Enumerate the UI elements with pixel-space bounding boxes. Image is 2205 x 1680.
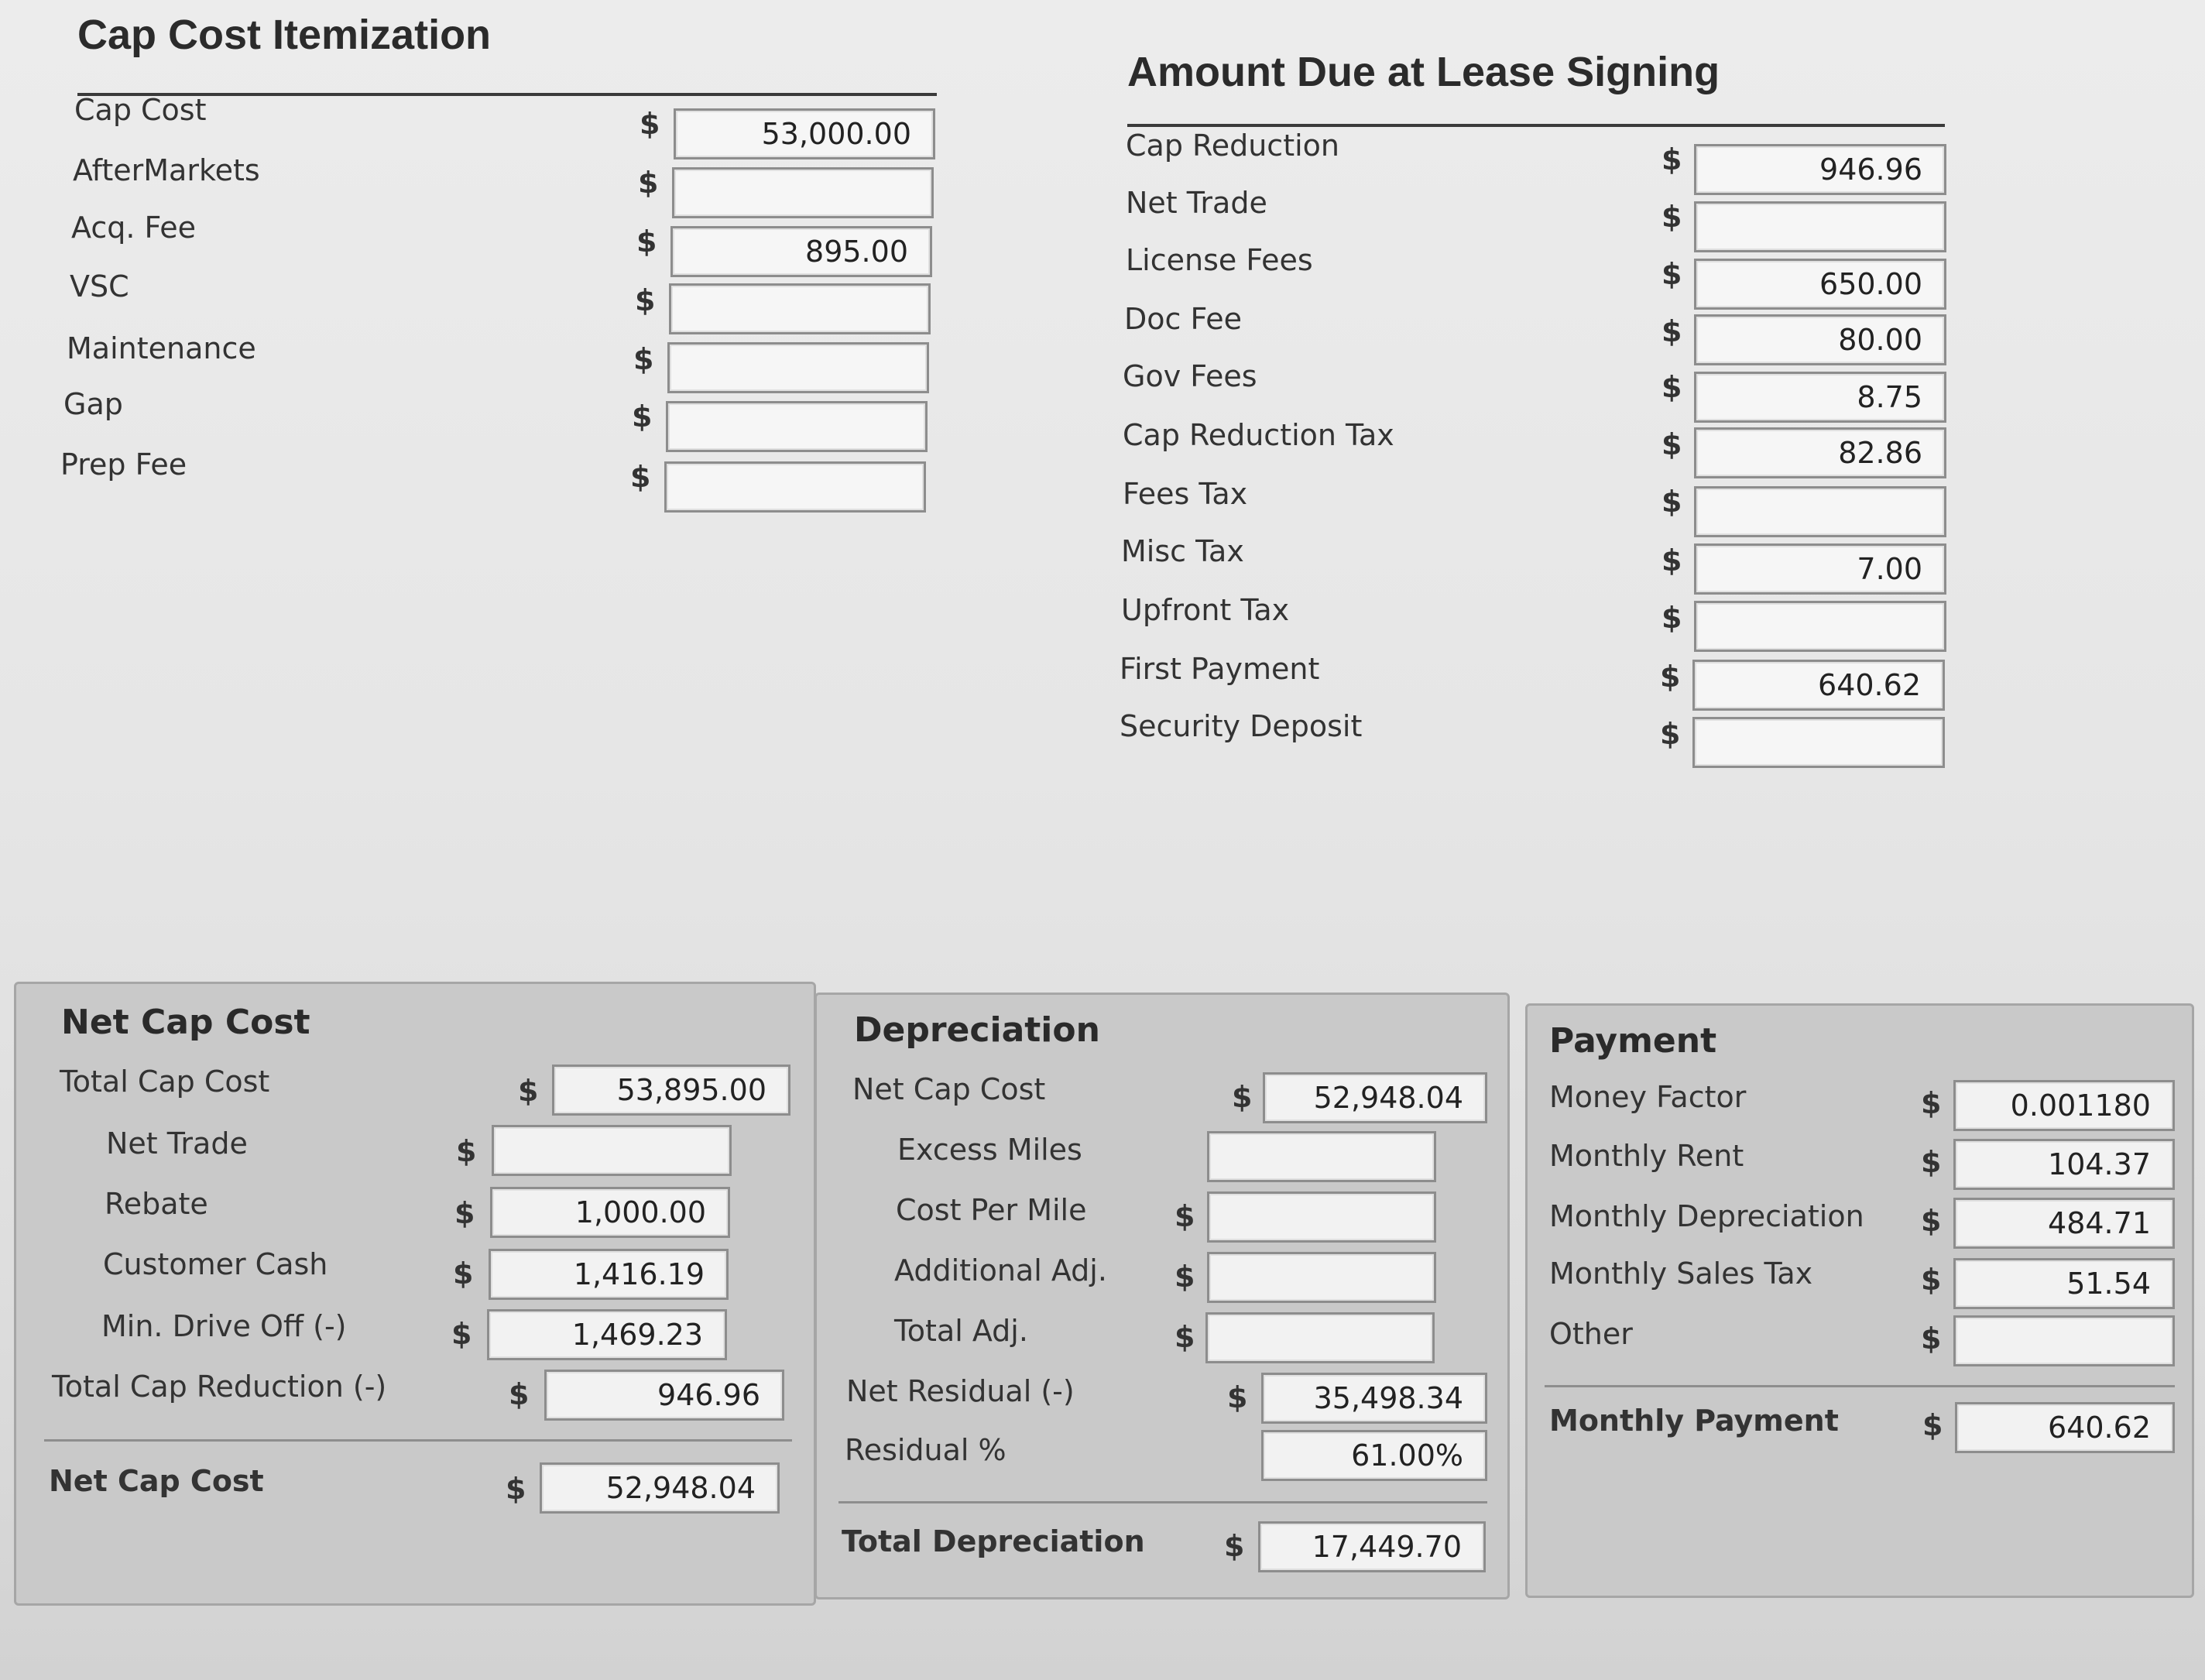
prep-fee-field[interactable] <box>664 461 926 513</box>
total-depreciation-dollar: $ <box>1224 1529 1245 1563</box>
prep-fee-dollar: $ <box>630 460 651 494</box>
monthly-payment-label: Monthly Payment <box>1549 1404 1839 1438</box>
depreciation-panel-title: Depreciation <box>854 1010 1100 1050</box>
cap-cost-field[interactable]: 53,000.00 <box>674 108 935 159</box>
aftermarkets-label: AfterMarkets <box>73 153 260 187</box>
vsc-dollar: $ <box>635 283 656 317</box>
gov-fees-dollar: $ <box>1661 370 1682 404</box>
cap-reduction-label: Cap Reduction <box>1126 129 1339 163</box>
monthly-depreciation-dollar: $ <box>1921 1204 1942 1238</box>
vsc-field[interactable] <box>669 283 931 334</box>
payment-panel <box>1525 1003 2194 1598</box>
doc-fee-field[interactable]: 80.00 <box>1694 314 1946 365</box>
additional-adj-dollar: $ <box>1175 1260 1195 1294</box>
monthly-sales-tax-dollar: $ <box>1921 1263 1942 1297</box>
net-cap-cost-total-label: Net Cap Cost <box>49 1464 264 1498</box>
doc-fee-dollar: $ <box>1661 314 1682 348</box>
monthly-payment-field[interactable]: 640.62 <box>1955 1402 2175 1453</box>
net-trade-panel-dollar: $ <box>456 1134 477 1168</box>
total-adj-label: Total Adj. <box>894 1314 1028 1348</box>
cap-reduction-dollar: $ <box>1661 142 1682 177</box>
misc-tax-label: Misc Tax <box>1121 534 1244 568</box>
misc-tax-field[interactable]: 7.00 <box>1694 543 1946 595</box>
excess-miles-label: Excess Miles <box>897 1133 1082 1167</box>
min-drive-off-label: Min. Drive Off (-) <box>101 1309 347 1343</box>
monthly-depreciation-field[interactable]: 484.71 <box>1953 1198 2175 1249</box>
total-cap-cost-dollar: $ <box>518 1074 539 1108</box>
rebate-dollar: $ <box>454 1196 475 1230</box>
cap-cost-label: Cap Cost <box>74 93 207 127</box>
cap-reduction-field[interactable]: 946.96 <box>1694 144 1946 195</box>
security-deposit-field[interactable] <box>1692 717 1945 768</box>
total-cap-reduction-dollar: $ <box>509 1377 530 1411</box>
monthly-rent-dollar: $ <box>1921 1145 1942 1179</box>
customer-cash-label: Customer Cash <box>103 1247 328 1281</box>
fees-tax-field[interactable] <box>1694 486 1946 537</box>
min-drive-off-dollar: $ <box>451 1317 472 1351</box>
other-label: Other <box>1549 1317 1633 1351</box>
total-cap-reduction-label: Total Cap Reduction (-) <box>52 1370 387 1404</box>
net-residual-label: Net Residual (-) <box>846 1374 1075 1408</box>
monthly-sales-tax-field[interactable]: 51.54 <box>1953 1258 2175 1309</box>
cap-reduction-tax-dollar: $ <box>1661 427 1682 461</box>
monthly-rent-field[interactable]: 104.37 <box>1953 1139 2175 1190</box>
upfront-tax-label: Upfront Tax <box>1121 593 1290 627</box>
cap-cost-itemization-title: Cap Cost Itemization <box>77 12 492 58</box>
gap-label: Gap <box>63 387 123 421</box>
gap-field[interactable] <box>666 401 928 452</box>
residual-pct-label: Residual % <box>845 1433 1006 1467</box>
acq-fee-dollar: $ <box>636 225 657 259</box>
additional-adj-field[interactable] <box>1207 1252 1436 1303</box>
first-payment-field[interactable]: 640.62 <box>1692 660 1945 711</box>
fees-tax-label: Fees Tax <box>1123 477 1248 511</box>
amount-due-title: Amount Due at Lease Signing <box>1127 49 1720 95</box>
net-residual-dollar: $ <box>1227 1380 1248 1414</box>
depreciation-divider <box>838 1501 1487 1503</box>
money-factor-dollar: $ <box>1921 1086 1942 1120</box>
cost-per-mile-field[interactable] <box>1207 1191 1436 1243</box>
dep-net-cap-cost-dollar: $ <box>1232 1080 1253 1114</box>
other-field[interactable] <box>1953 1315 2175 1366</box>
net-residual-field[interactable]: 35,498.34 <box>1261 1373 1487 1424</box>
cap-cost-title-rule <box>77 93 937 96</box>
fees-tax-dollar: $ <box>1661 485 1682 519</box>
dep-net-cap-cost-field[interactable]: 52,948.04 <box>1263 1072 1487 1123</box>
vsc-label: VSC <box>70 269 129 303</box>
cap-reduction-tax-label: Cap Reduction Tax <box>1123 418 1394 452</box>
monthly-depreciation-label: Monthly Depreciation <box>1549 1199 1864 1233</box>
maintenance-dollar: $ <box>633 342 654 376</box>
total-cap-reduction-field[interactable]: 946.96 <box>544 1370 784 1421</box>
net-cap-cost-divider <box>44 1439 792 1442</box>
license-fees-label: License Fees <box>1126 243 1313 277</box>
total-depreciation-field[interactable]: 17,449.70 <box>1258 1521 1486 1572</box>
net-trade-panel-label: Net Trade <box>106 1126 248 1161</box>
doc-fee-label: Doc Fee <box>1124 302 1243 336</box>
acq-fee-label: Acq. Fee <box>71 211 197 245</box>
gov-fees-label: Gov Fees <box>1123 359 1257 393</box>
excess-miles-field[interactable] <box>1207 1131 1436 1182</box>
payment-panel-title: Payment <box>1549 1021 1717 1061</box>
rebate-label: Rebate <box>105 1187 208 1221</box>
license-fees-dollar: $ <box>1661 257 1682 291</box>
cap-cost-dollar: $ <box>640 107 660 141</box>
other-dollar: $ <box>1921 1322 1942 1356</box>
net-cap-cost-total-field[interactable]: 52,948.04 <box>540 1462 780 1514</box>
net-cap-cost-panel-title: Net Cap Cost <box>61 1003 310 1042</box>
cost-per-mile-dollar: $ <box>1175 1199 1195 1233</box>
misc-tax-dollar: $ <box>1661 543 1682 578</box>
customer-cash-dollar: $ <box>453 1257 474 1291</box>
monthly-sales-tax-label: Monthly Sales Tax <box>1549 1257 1813 1291</box>
security-deposit-label: Security Deposit <box>1120 709 1363 743</box>
min-drive-off-field[interactable]: 1,469.23 <box>487 1309 727 1360</box>
monthly-payment-dollar: $ <box>1922 1408 1943 1442</box>
net-cap-cost-total-dollar: $ <box>506 1472 526 1506</box>
total-depreciation-label: Total Depreciation <box>842 1524 1145 1558</box>
depreciation-panel <box>814 993 1510 1599</box>
net-trade-label: Net Trade <box>1126 186 1267 220</box>
customer-cash-field[interactable]: 1,416.19 <box>489 1249 729 1300</box>
total-adj-dollar: $ <box>1175 1320 1195 1354</box>
amount-due-title-rule <box>1127 124 1945 127</box>
prep-fee-label: Prep Fee <box>60 447 187 482</box>
aftermarkets-field[interactable] <box>672 167 934 218</box>
security-deposit-dollar: $ <box>1660 717 1681 751</box>
monthly-rent-label: Monthly Rent <box>1549 1139 1744 1173</box>
rebate-field[interactable]: 1,000.00 <box>490 1187 730 1238</box>
upfront-tax-dollar: $ <box>1661 601 1682 635</box>
cap-reduction-tax-field[interactable]: 82.86 <box>1694 427 1946 478</box>
license-fees-field[interactable]: 650.00 <box>1694 259 1946 310</box>
upfront-tax-field[interactable] <box>1694 601 1946 652</box>
payment-divider <box>1545 1385 2175 1387</box>
money-factor-label: Money Factor <box>1549 1080 1747 1114</box>
maintenance-field[interactable] <box>667 342 929 393</box>
residual-pct-field[interactable]: 61.00% <box>1261 1430 1487 1481</box>
total-cap-cost-label: Total Cap Cost <box>60 1065 270 1099</box>
net-trade-panel-field[interactable] <box>492 1125 732 1176</box>
first-payment-label: First Payment <box>1120 652 1320 686</box>
gap-dollar: $ <box>632 399 653 434</box>
maintenance-label: Maintenance <box>67 331 256 365</box>
dep-net-cap-cost-label: Net Cap Cost <box>852 1072 1046 1106</box>
aftermarkets-dollar: $ <box>638 166 659 200</box>
gov-fees-field[interactable]: 8.75 <box>1694 372 1946 423</box>
net-trade-dollar: $ <box>1661 200 1682 234</box>
first-payment-dollar: $ <box>1660 660 1681 694</box>
total-adj-field[interactable] <box>1205 1312 1435 1363</box>
net-trade-field[interactable] <box>1694 201 1946 252</box>
acq-fee-field[interactable]: 895.00 <box>670 226 932 277</box>
cost-per-mile-label: Cost Per Mile <box>896 1193 1087 1227</box>
additional-adj-label: Additional Adj. <box>894 1253 1107 1287</box>
total-cap-cost-field[interactable]: 53,895.00 <box>552 1065 790 1116</box>
net-cap-cost-panel <box>14 982 816 1606</box>
money-factor-field[interactable]: 0.001180 <box>1953 1080 2175 1131</box>
